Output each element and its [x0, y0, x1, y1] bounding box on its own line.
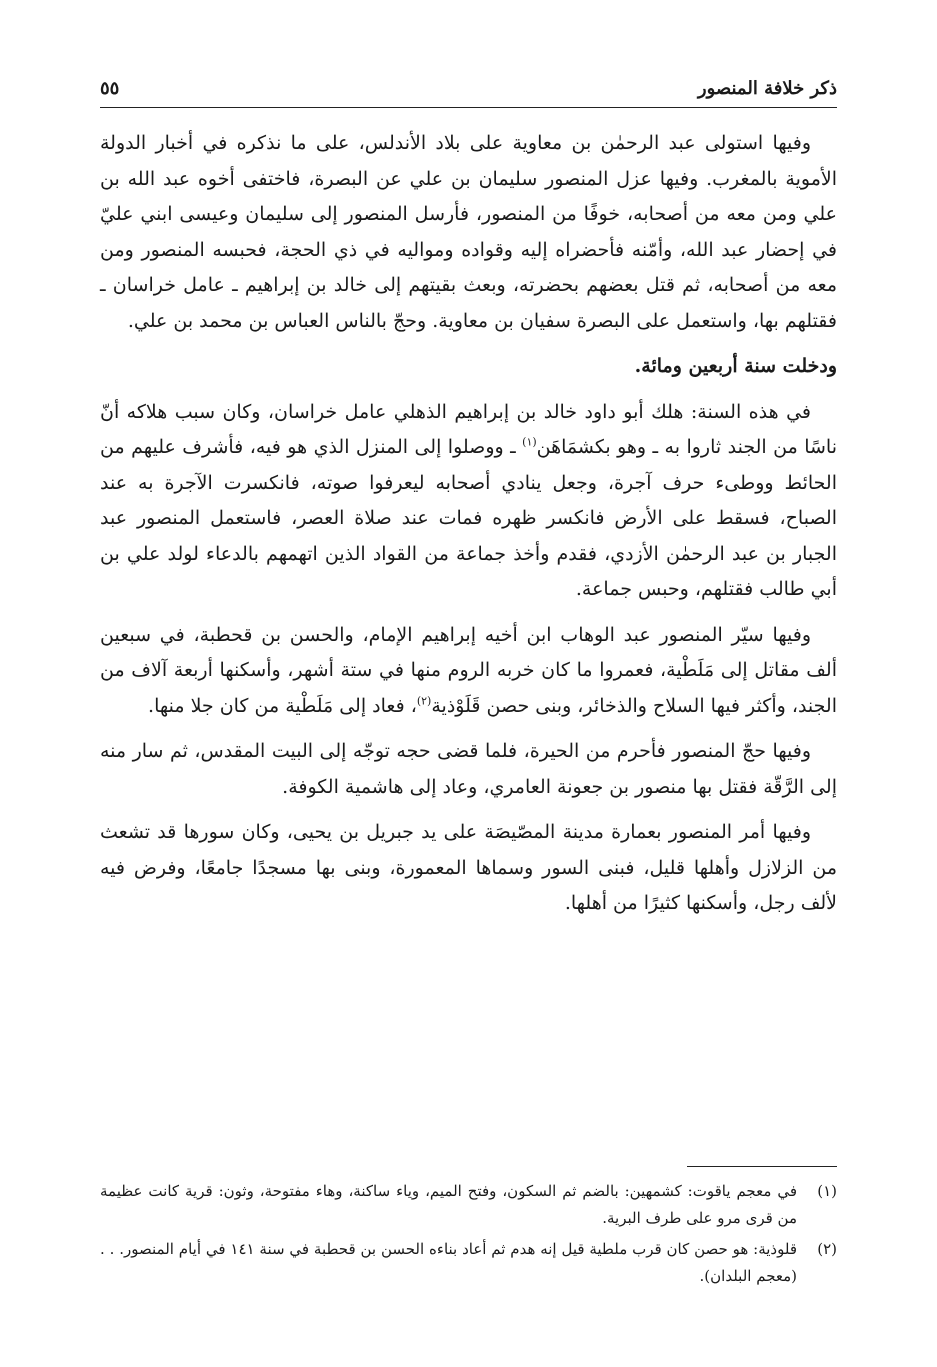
- footnote-text: في معجم ياقوت: كشمهين: بالضم ثم السكون، وفتح الميم، وياء ساكنة، وهاء مفتوحة، وثون: قرية كانت عظيمة من قرى مرو على طرف البرية.: [100, 1182, 797, 1227]
- footnote-ref-2[interactable]: (٢): [416, 694, 432, 708]
- main-text: [100, 126, 837, 932]
- footnote-1: [100, 1178, 837, 1232]
- chapter-title: ذكر خلافة المنصور: [697, 77, 837, 99]
- paragraph-hajj: وفيها حجّ المنصور فأحرم من الحيرة، فلما قضى حجه توجّه إلى البيت المقدس، ثم سار منه إلى الرَّقّة فقتل بها منصور بن جعونة العامري، وعاد إلى هاشمية الكوفة.: [100, 740, 837, 798]
- page-number: ٥٥: [100, 77, 120, 99]
- running-header: [100, 70, 837, 106]
- paragraph-text: ، فعاد إلى مَلَطْية من كان جلا منها.: [148, 694, 417, 717]
- paragraph-massisa: وفيها أمر المنصور بعمارة مدينة المصّيصَة على يد جبريل بن يحيى، وكان سورها قد تشعث من الزلازل وأهلها قليل، فبنى السور وسماها المعمورة، وبنى بها مسجدًا جامعًا، وفرض فيه لألف رجل، وأسكنها كثيرًا من أهلها.: [100, 821, 837, 914]
- paragraph-andalus: وفيها استولى عبد الرحمٰن بن معاوية على بلاد الأندلس، على ما نذكره في أخبار الدولة الأموية بالمغرب. وفيها عزل المنصور سليمان بن علي عن البصرة، فاختفى أخوه عبد الله بن علي ومن معه من أصحابه، خوفًا من المنصور، فأرسل المنصور إلى سليمان وعيسى ابني عليّ في إحضار عبد الله، وأمّنه فأحضراه إليه وقواده ومواليه في ذي الحجة، فحبسه المنصور ومن معه من أصحابه، ثم قتل بعضهم بحضرته، وبعث بقيتهم إلى خالد بن إبراهيم ـ عامل خراسان ـ فقتلهم بها، واستعمل على البصرة سفيان بن معاوية. وحجّ بالناس العباس بن محمد بن علي.: [100, 132, 837, 332]
- paragraph-text: وفيها سيّر المنصور عبد الوهاب ابن أخيه إبراهيم الإمام، والحسن بن قحطبة، في سبعين ألف مقاتل إلى مَلَطْية، فعمروا ما كان خربه الروم منها في ستة أشهر، وأسكنها أربعة آلاف من الجند، وأكثر فيها السلاح والذخائر، وبنى حصن قَلَوْذية: [100, 623, 837, 717]
- footnotes: [100, 1178, 837, 1294]
- footnote-ref-1[interactable]: (١): [522, 435, 537, 449]
- footnote-divider: [687, 1166, 837, 1167]
- year-heading: ودخلت سنة أربعين ومائة.: [634, 355, 837, 377]
- footnote-text: قلوذية: هو حصن كان قرب ملطية قيل إنه هدم ثم أعاد بناءه الحسن بن قحطبة في سنة ١٤١ في أيام المنصور. . . (معجم البلدان).: [100, 1240, 797, 1285]
- paragraph-text: في هذه السنة: هلك أبو داود خالد بن إبراهيم الذهلي عامل خراسان، وكان سبب هلاكه أنّ ناسًا من الجند ثاروا به ـ وهو بكشمَاهَن: [100, 400, 837, 458]
- paragraph-abu-dawud: [100, 395, 837, 608]
- footnote-number: (١): [817, 1182, 837, 1200]
- footnote-2: [100, 1236, 837, 1290]
- paragraph-malatya: [100, 618, 837, 725]
- header-divider: [100, 107, 837, 108]
- footnote-number: (٢): [817, 1240, 837, 1258]
- paragraph-text: ـ ووصلوا إلى المنزل الذي هو فيه، فأشرف عليهم من الحائط ووطىء حرف آجرة، وجعل ينادي أصحابه ليعرفوا صوته، فانكسرت الآجرة به عند الصباح، فسقط على الأرض فانكسر ظهره فمات عند صلاة العصر، فاستعمل المنصور عبد الجبار بن عبد الرحمٰن الأزدي، فقدم وأخذ جماعة من القواد الذين اتهمهم بالدعاء لولد علي بن أبي طالب فقتلهم، وحبس جماعة.: [100, 436, 837, 600]
